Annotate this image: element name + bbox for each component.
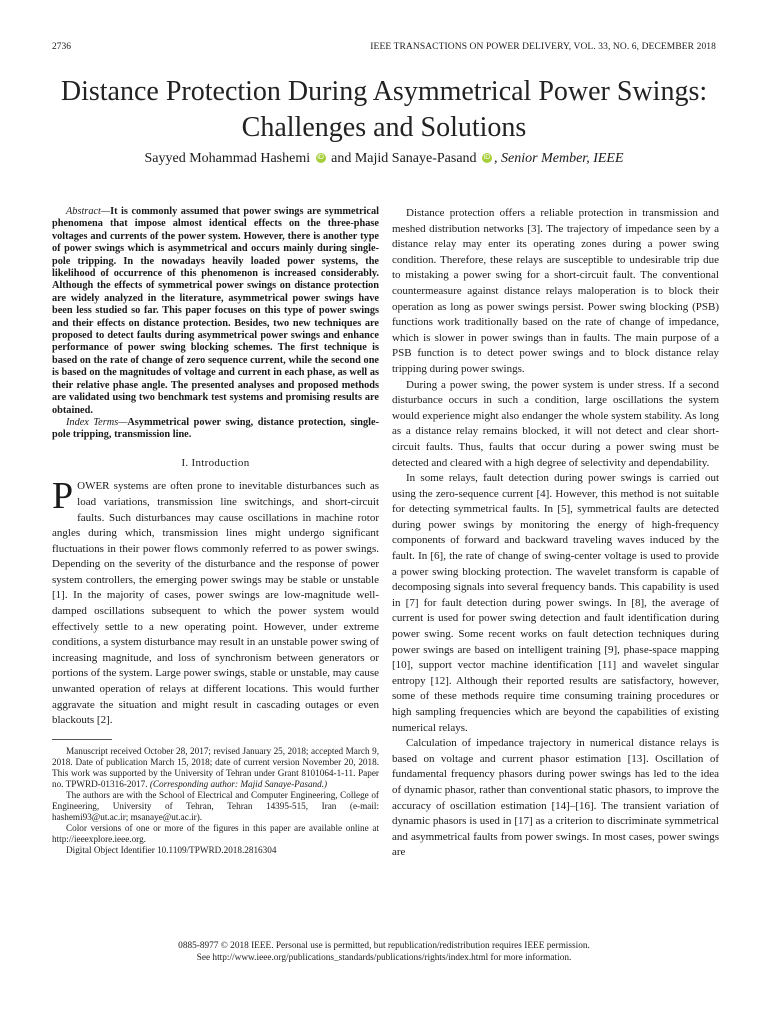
index-terms-text: Asymmetrical power swing, distance protection, single-pole tripping, transmission line. [52,416,379,441]
author-line [52,151,716,167]
orcid-icon[interactable]: iD [483,154,491,161]
body-paragraph: In some relays, fault detection during power swings is carried out using the zero-sequence current [4]. However, this method is not suitable for detecting symmetrical faults. In [5], symmetrical faults are detected during power swings by monitoring the energy of high-frequency components of forward and backward traveling waves induced by the fault. In [6], the rate of change of swing-center voltage is used to provide a power swing blocking protection. The wavelet transform is capable of decomposing signals into several frequency bands. This capability is used in [7] for fault detection during power swings. In [8], the average of current is used for power swing detection and fault identification during power swing. Some recent works on fault detection techniques during power swings are based on intelligent training [9], phase-space mapping [10], support vector machine identification [11] and wavelet singular entropy [12]. Although their reported results are satisfactory, however, some of these methods require time consuming training procedures or high sampling frequencies which are beyond the capabilities of existing numerical relays. [392,472,719,734]
footnote-doi: Digital Object Identifier 10.1109/TPWRD.2018.2816304 [66,844,277,855]
author-affiliation: , Senior Member, IEEE [494,151,624,166]
copyright-footer [52,940,716,964]
author-2: Majid Sanaye-Pasand [354,151,477,166]
intro-paragraph [52,475,379,729]
left-column [52,206,379,856]
paper-title: Distance Protection During Asymmetrical Power Swings: Challenges and Solutions [60,76,708,143]
footnote-text: Manuscript received October 28, 2017; revised January 25, 2018; accepted March 9, 2018. Date of publication March 15, 2018; date of current version November 20, 2018. This work was supported by the University of Tehran under Grant 8101064-1-11. Paper no. TPWRD-01316-2017. [52,745,379,789]
abstract-label: Abstract— [66,206,111,217]
intro-text: OWER systems are often prone to inevitable disturbances such as load variations, transmission line switchings, and short-circuit faults. Such disturbances may cause oscillations in machine rotor angles during which, transmission lines might undergo significant fluctuations in their power flows commonly referred to as power swings. Depending on the severity of the disturbance and the response of power system controllers, the emerging power swings may be stable or unstable [1]. In the majority of cases, power swings are low-magnitude well-damped oscillations subsequent to which the power system would effectively settle to a new operating point. However, under extreme conditions, a system disturbance may result in an unstable power swing of increasing magnitude, and loss of synchronism between generators or portions of the system. Large power swings, stable or unstable, may cause unwanted operation of relays at different locations. This would further aggravate the situation and might result in cascading outages or even blackouts [2]. [52,480,379,727]
index-terms [52,417,379,442]
section-heading: I. Introduction [181,456,250,469]
rights-link-line[interactable]: See http://www.ieee.org/publications_standards/publications/rights/index.html for more information. [196,953,572,963]
body-paragraph: During a power swing, the power system is under stress. If a second disturbance occurs in such a condition, large oscillations the system would experience might also endanger the whole system stability. As long as a distance relay remains blocked, it will not detect and clear short-circuit faults. Thus, faults that occur during a power swing must be detected and cleared with a high degree of selectivity and dependability. [392,378,719,469]
body-paragraph: Calculation of impedance trajectory in numerical distance relays is based on voltage and current phasor estimation [13]. Oscillation of fundamental frequency phasors during power swings has led to the idea of dynamic phasor, rather than conventional static phasors, to improve the accuracy of oscillation estimation [14]–[16]. The transient variation of dynamic phasors is used in [17] as a criterion to discriminate symmetrical and asymmetrical faults from power swings. In most cases, power swings are [392,737,719,859]
footnote-color: Color versions of one or more of the figures in this paper are available online at http://ieeexplore.ieee.org. [52,822,379,844]
drop-cap: P [52,475,74,518]
journal-header: IEEE TRANSACTIONS ON POWER DELIVERY, VOL. 33, NO. 6, DECEMBER 2018 [370,42,716,52]
body-paragraph: Distance protection offers a reliable protection in transmission and meshed distribution networks [3]. The trajectory of impedance seen by a distance relay may enter its operating zones during a power swing condition. Therefore, these relays are susceptible to undesirable trip due to mistaking a power swing for a short-circuit fault. The conventional countermeasure against distance relays maloperation is to block their operation as long as power swings persist. Power swing blocking (PSB) functions work traditionally based on the rate of change of impedance, which is slower in power swings than in faults. The main purpose of a PSB function is to detect power swings and to block distance relay tripping during power swings. [392,207,719,375]
author-1: Sayyed Mohammad Hashemi [144,151,311,166]
copyright-line: 0885-8977 © 2018 IEEE. Personal use is permitted, but republication/redistribution requires IEEE permission. [178,941,590,951]
right-column [392,206,719,861]
footnote-manuscript [52,746,379,790]
orcid-icon[interactable]: iD [317,154,324,161]
page-number: 2736 [52,42,71,52]
footnote-authors: The authors are with the School of Electrical and Computer Engineering, College of Engineering, University of Tehran, Tehran 14395-515, Iran (e-mail: hashemi93@ut.ac.ir; msanaye@ut.ac.ir). [52,789,379,822]
corresponding-author: (Corresponding author: Majid Sanaye-Pasand.) [147,778,328,789]
introduction [52,475,379,729]
author-conjunction: and [327,151,355,166]
abstract [52,206,379,417]
index-terms-label: Index Terms— [66,416,128,428]
abstract-text: It is commonly assumed that power swings are symmetrical phenomena that impose almost identical effects on the three-phase voltages and currents of the power system. However, there is another type of power swings which is asymmetrical and occurs mainly during single-pole tripping. In the nowadays heavily loaded power systems, the likelihood of occurrence of this phenomenon is increased considerably. Although the effects of symmetrical power swings on distance protection are widely analyzed in the literature, asymmetrical power swings have been less studied so far. This paper focuses on this type of power swings and their effects on distance protection. Besides, two new techniques are proposed to detect faults during asymmetrical power swings and enhance performance of power swing blocking schemes. The first technique is based on the rate of change of zero sequence current, while the second one is based on the magnitudes of voltage and current in each phase, as well as their relative phase angle. The presented analyses and proposed methods are validated using two benchmark test systems and promising results are obtained. [52,206,379,416]
footnote-divider [52,739,112,740]
